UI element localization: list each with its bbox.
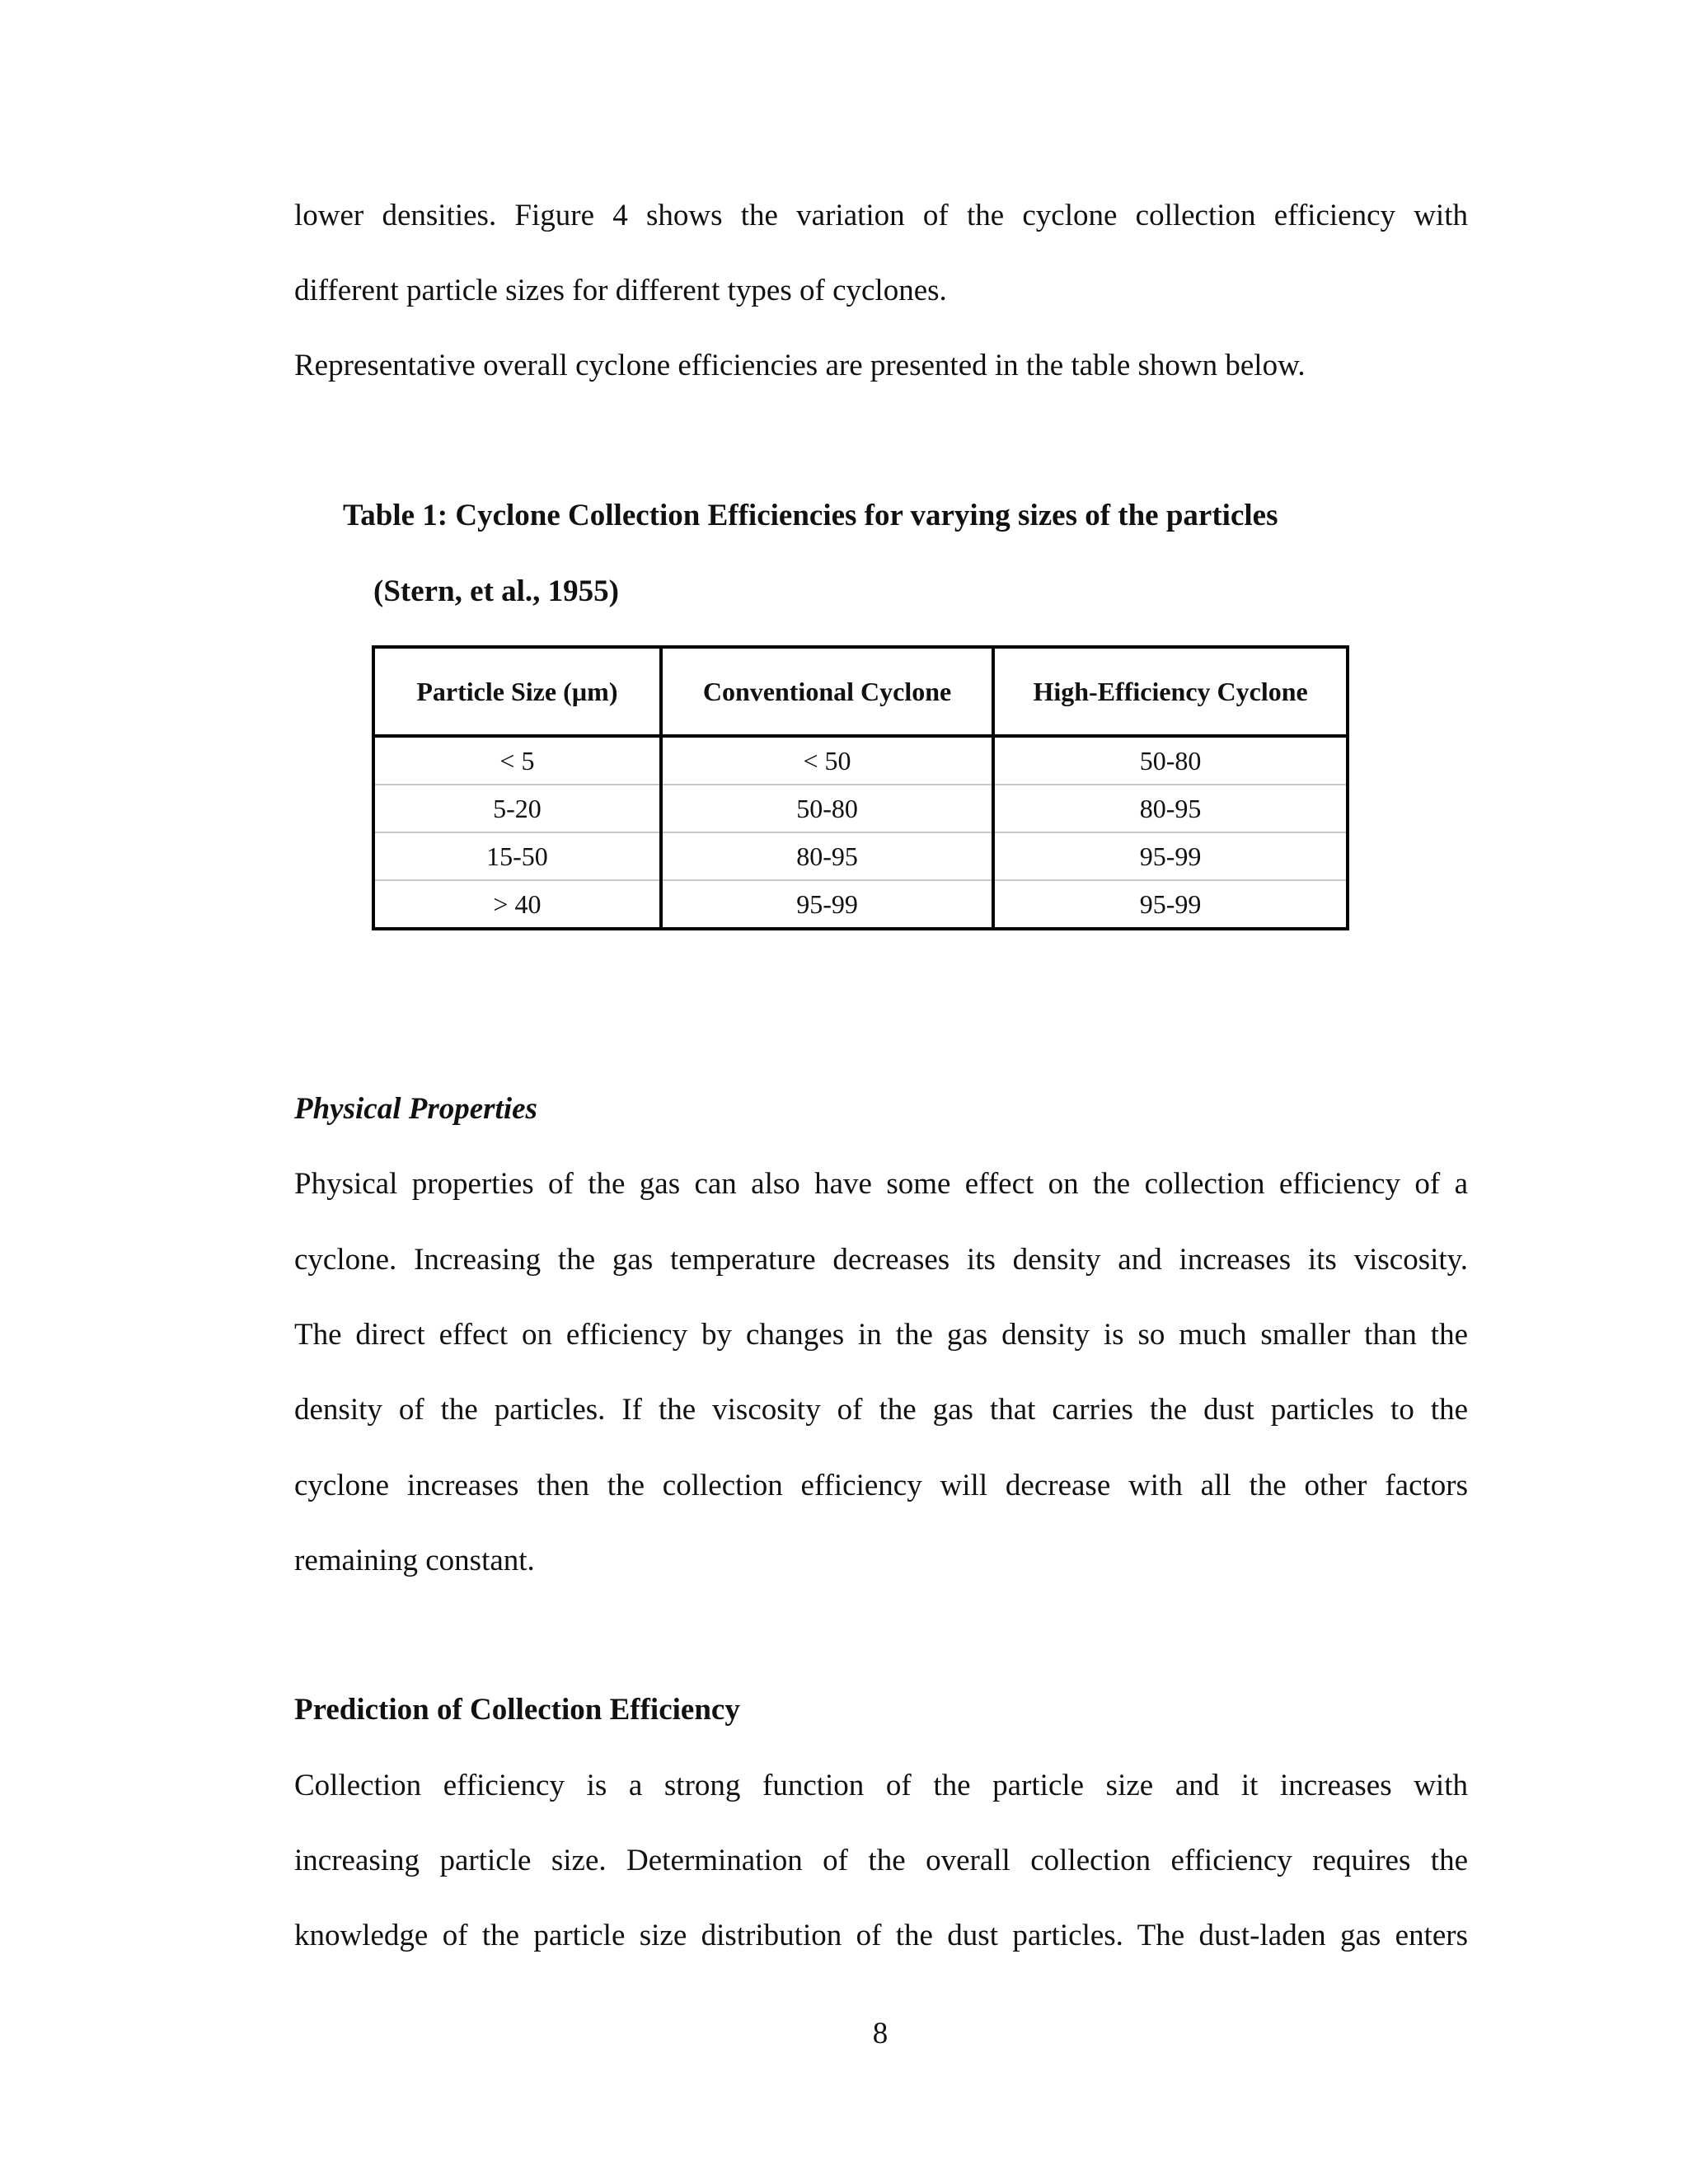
table-cell: > 40 <box>373 880 661 929</box>
table-cell: 80-95 <box>993 785 1348 832</box>
table-cell: 80-95 <box>661 832 993 880</box>
table-cell: < 50 <box>661 736 993 785</box>
table-cell: < 5 <box>373 736 661 785</box>
table-row <box>373 880 1348 929</box>
table-row <box>373 785 1348 832</box>
efficiency-table <box>372 645 1349 930</box>
table-caption-citation: (Stern, et al., 1955) <box>373 574 619 608</box>
table-cell: 15-50 <box>373 832 661 880</box>
physical-line-1: Physical properties of the gas can also have some effect on the collection efficiency of a <box>294 1167 1468 1201</box>
prediction-line-2: increasing particle size. Determination of the overall collection efficiency requires the <box>294 1844 1468 1877</box>
intro-line-2: different particle sizes for different types of cyclones. <box>294 274 947 307</box>
page-number: 8 <box>872 2017 889 2050</box>
physical-line-5: cyclone increases then the collection efficiency will decrease with all the other factors <box>294 1469 1468 1502</box>
physical-line-2: cyclone. Increasing the gas temperature decreases its density and increases its viscosity. <box>294 1243 1468 1277</box>
table-cell: 5-20 <box>373 785 661 832</box>
table-cell: 50-80 <box>993 736 1348 785</box>
table-caption: Table 1: Cyclone Collection Efficiencies for varying sizes of the particles <box>343 499 1278 532</box>
table-cell: 95-99 <box>993 880 1348 929</box>
physical-line-3: The direct effect on efficiency by changes in the gas density is so much smaller than the <box>294 1318 1468 1352</box>
section-heading-physical-properties: Physical Properties <box>294 1092 537 1126</box>
physical-line-6: remaining constant. <box>294 1544 535 1577</box>
intro-line-3: Representative overall cyclone efficiencies are presented in the table shown below. <box>294 349 1306 382</box>
table-row <box>373 736 1348 785</box>
section-heading-prediction: Prediction of Collection Efficiency <box>294 1693 740 1727</box>
header-particle-size: Particle Size (µm) <box>373 647 661 736</box>
prediction-line-1: Collection efficiency is a strong function of the particle size and it increases with <box>294 1769 1468 1802</box>
header-high-efficiency-cyclone: High-Efficiency Cyclone <box>993 647 1348 736</box>
table-cell: 50-80 <box>661 785 993 832</box>
table-cell: 95-99 <box>661 880 993 929</box>
header-conventional-cyclone: Conventional Cyclone <box>661 647 993 736</box>
physical-line-4: density of the particles. If the viscosity of the gas that carries the dust particles to the <box>294 1393 1468 1427</box>
table-header-row <box>373 647 1348 736</box>
prediction-line-3: knowledge of the particle size distribution of the dust particles. The dust-laden gas enters <box>294 1919 1468 1952</box>
table-row <box>373 832 1348 880</box>
intro-line-1: lower densities. Figure 4 shows the variation of the cyclone collection efficiency with <box>294 199 1468 232</box>
table-cell: 95-99 <box>993 832 1348 880</box>
